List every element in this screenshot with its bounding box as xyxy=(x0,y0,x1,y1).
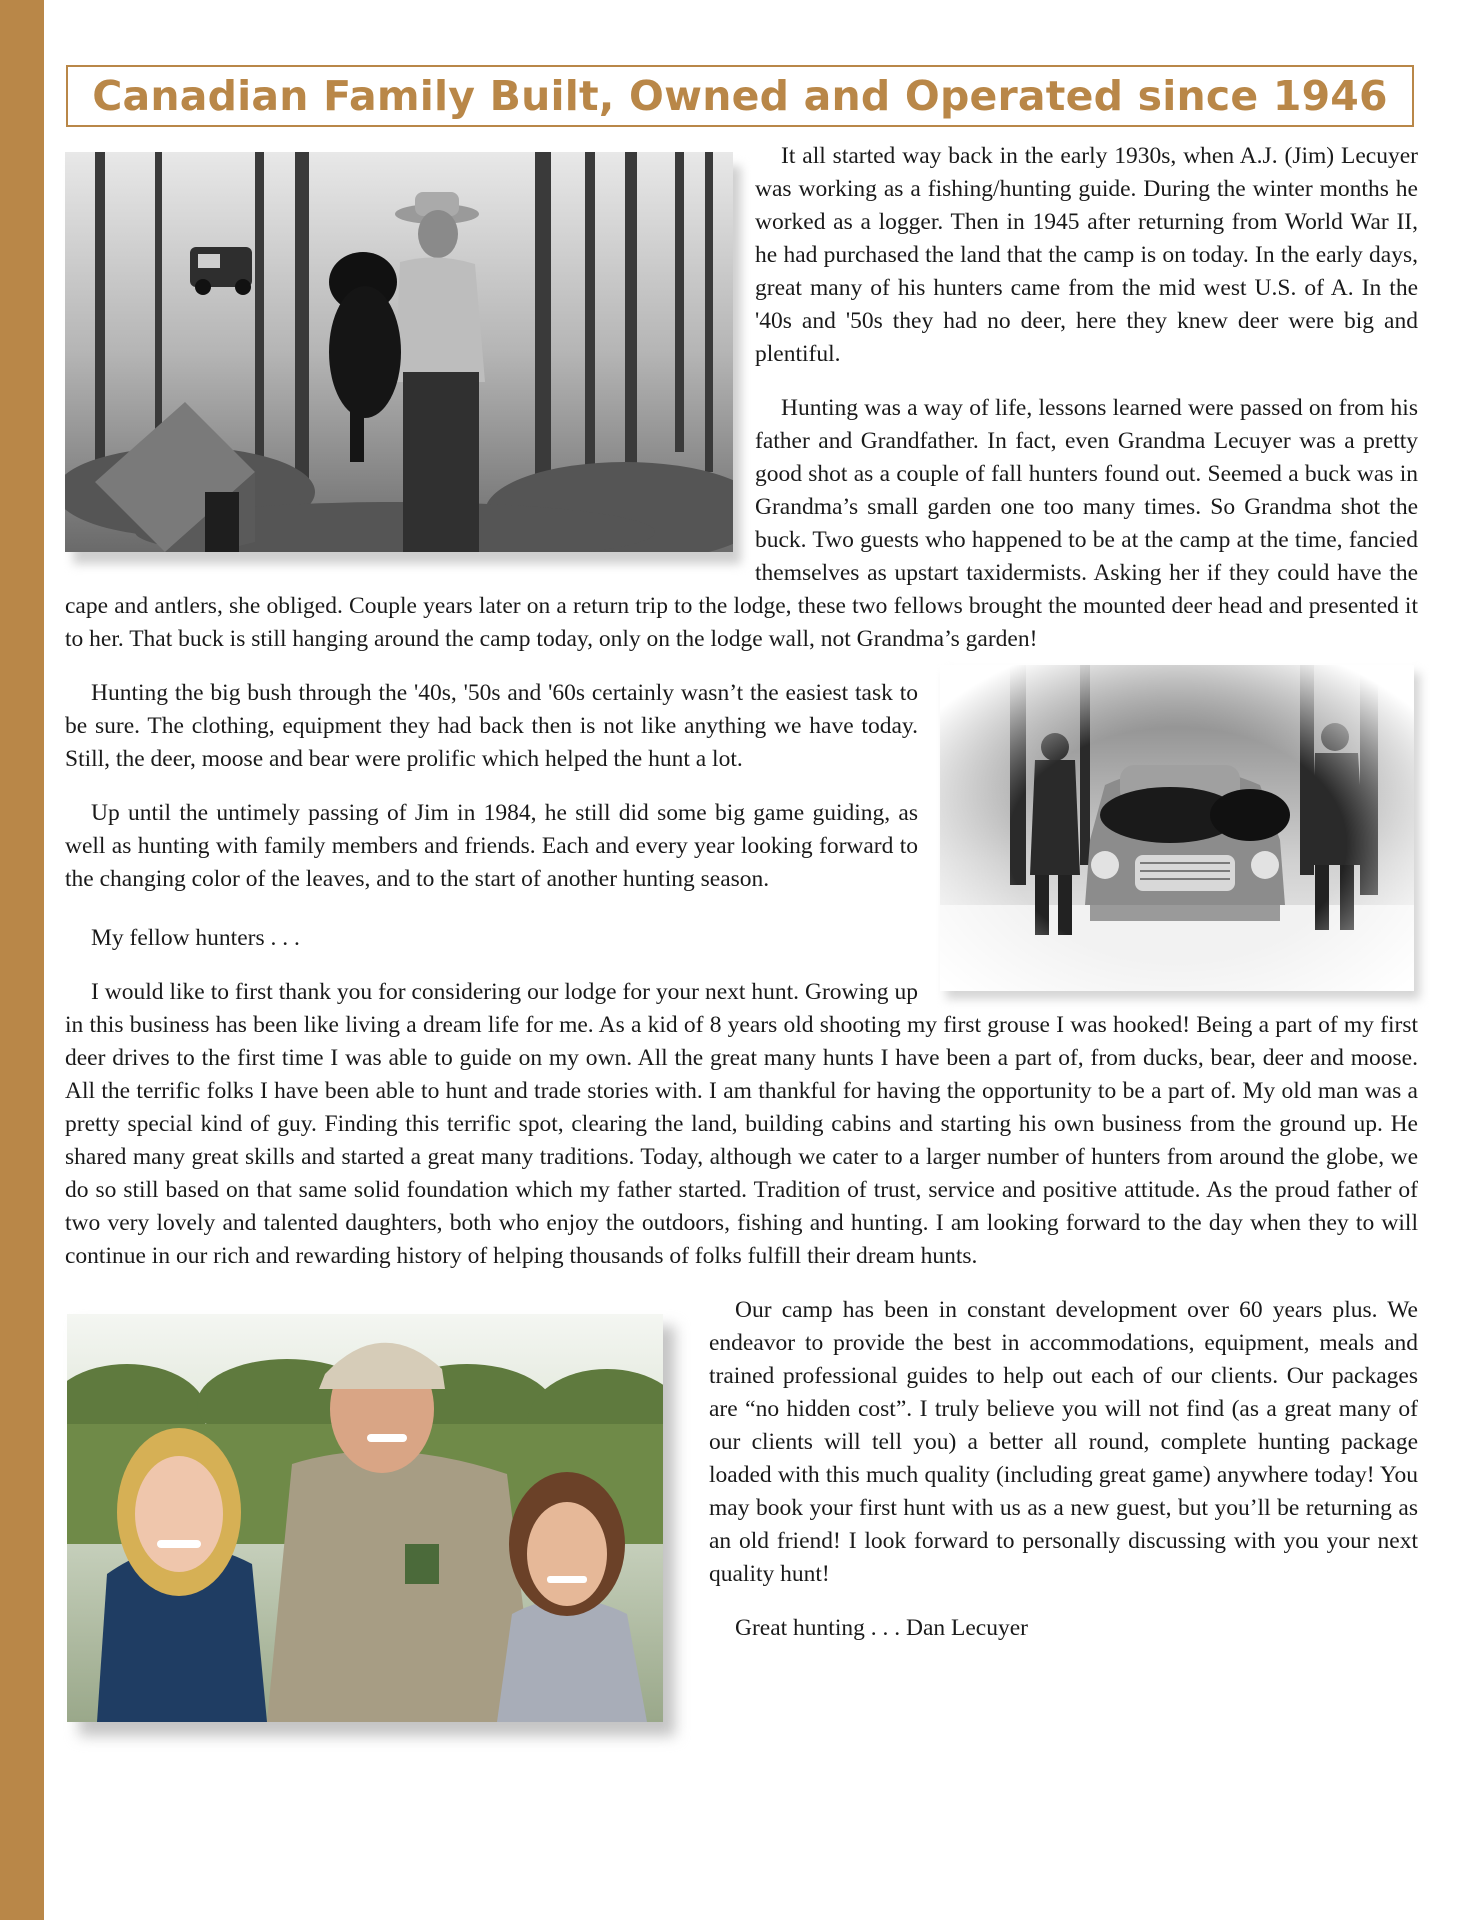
paragraph-2: Hunting was a way of life, lessons learned were passed on from his father and Grandfather. In fact, even Grandma Lecuyer was a pretty good shot as a couple of fall hunters found out. Seemed a buck was in Grandma’s small garden one too many times. So Grandma shot the buck. Two guests who happened to be at the camp at the time, fancied themselves as upstart taxidermists. Asking her if they could have the cape and antlers, she obliged. Couple years later on a return trip to the lodge, these two fellows brought the mounted deer head and presented it to her. That buck is still hanging around the camp today, only on the lodge wall, not Grandma’s garden! xyxy=(65,395,1418,652)
photo-hunter-with-bear-cub xyxy=(65,152,733,574)
title-banner xyxy=(66,65,1414,127)
article-body xyxy=(65,140,1418,1734)
greeting: My fellow hunters . . . xyxy=(91,925,300,951)
page-title: Canadian Family Built, Owned and Operated since 1946 xyxy=(92,72,1388,120)
left-accent-bar xyxy=(0,0,44,1920)
signoff: Great hunting . . . Dan Lecuyer xyxy=(735,1615,1028,1641)
paragraph-4: Up until the untimely passing of Jim in 1984, he still did some big game guiding, as well as hunting with family members and friends. Each and every year looking forward to the changing color of the leaves, and to the start of another hunting season. xyxy=(65,800,918,892)
photo-family-portrait-image xyxy=(67,1314,663,1722)
paragraph-7: Our camp has been in constant development over 60 years plus. We endeavor to provide the best in accommodations, equipment, meals and trained professional guides to help out each of our clients. Our packages are “no hidden cost”. I truly believe you will not find (as a great many of our clients will tell you) a better all round, complete hunting package loaded with this much quality (including great game) anywhere today! You may book your first hunt with us as a new guest, but you’ll be returning as an old friend! I look forward to personally discussing with you your next quality hunt! xyxy=(709,1297,1418,1587)
paragraph-3: Hunting the big bush through the '40s, '50s and '60s certainly wasn’t the easiest task to be sure. The clothing, equipment they had back then is not like anything we have today. Still, the deer, moose and bear were prolific which helped the hunt a lot. xyxy=(65,680,918,772)
paragraph-1: It all started way back in the early 1930s, when A.J. (Jim) Lecuyer was working as a fishing/hunting guide. During the winter months he worked as a logger. Then in 1945 after returning from World War II, he had purchased the land that the camp is on today. In the early days, great many of his hunters came from the mid west U.S. of A. In the '40s and '50s they had no deer, here they knew deer were big and plentiful. xyxy=(755,143,1418,367)
paragraph-6: I would like to first thank you for considering our lodge for your next hunt. Growing up in this business has been like living a dream life for me. As a kid of 8 years old shooting my first grouse I was hooked! Being a part of my first deer drives to the first time I was able to guide on my own. All the great many hunts I have been a part of, from ducks, bear, deer and moose. All the terrific folks I have been able to hunt and trade stories with. I am thankful for having the opportunity to be a part of. My old man was a pretty special kind of guy. Finding this terrific spot, clearing the land, building cabins and starting his own business from the ground up. He shared many great skills and started a great many traditions. Today, although we cater to a larger number of hunters from around the globe, we do so still based on that same solid foundation which my father started. Tradition of trust, service and positive attitude. As the proud father of two very lovely and talented daughters, both who enjoy the outdoors, fishing and hunting. I am looking forward to the day when they to will continue in our rich and rewarding history of helping thousands of folks fulfill their dream hunts. xyxy=(65,979,1418,1269)
photo-hunters-with-car-and-deer xyxy=(940,665,1418,997)
photo-hunter-with-bear-cub-image xyxy=(65,152,733,552)
photo-family-portrait xyxy=(67,1314,669,1734)
photo-hunters-with-car-and-deer-image xyxy=(940,665,1414,991)
